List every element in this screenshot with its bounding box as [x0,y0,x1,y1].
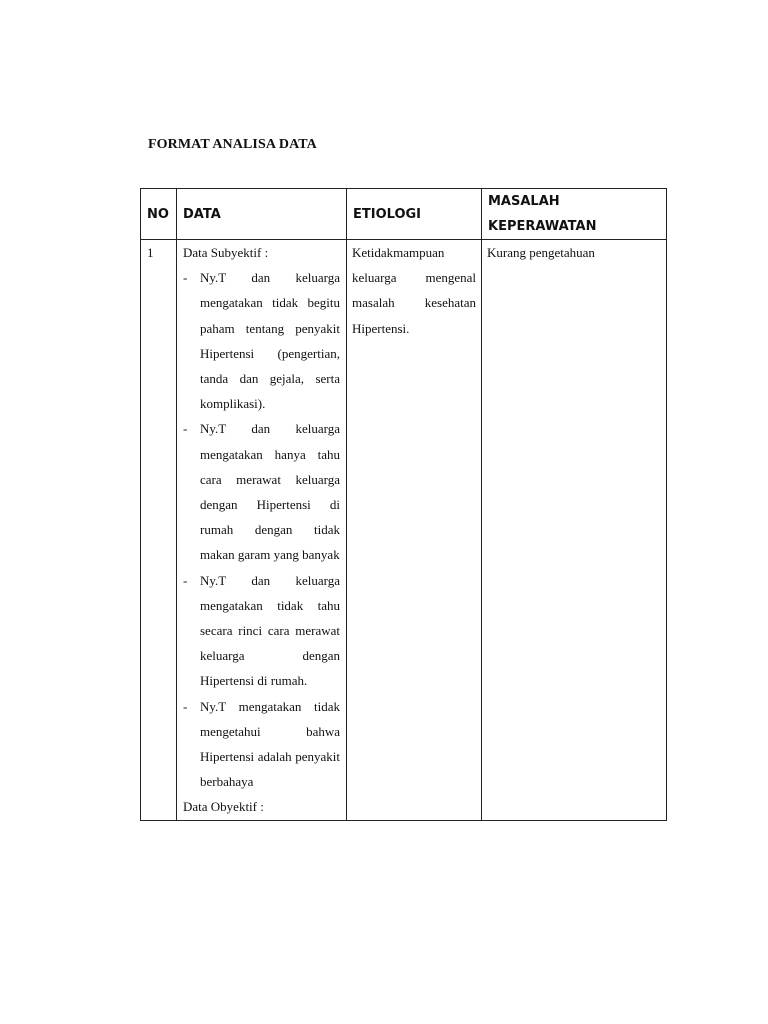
bullet-dash: - [183,572,188,588]
data-bullet-item [183,265,340,416]
analysis-table [140,188,667,821]
cell-masalah-keperawatan: Kurang pengetahuan [482,240,667,821]
bullet-dash: - [183,270,188,286]
bullet-dash: - [183,421,188,437]
table-row [141,240,667,821]
page-title: FORMAT ANALISA DATA [148,137,317,152]
bullet-dash: - [183,698,188,714]
bullet-text: Ny.T mengatakan tidak mengetahui bahwa Hipertensi adalah penyakit berbahaya [200,698,340,790]
header-etiologi: ETIOLOGI [347,189,482,240]
bullet-text: Ny.T dan keluarga mengatakan hanya tahu cara merawat keluarga dengan Hipertensi di rumah dengan tidak makan garam yang banyak [200,421,340,563]
data-objective-label: Data Obyektif : [183,799,264,815]
data-bullet-item [183,416,340,567]
header-data: DATA [177,189,347,240]
header-no: NO [141,189,177,240]
cell-etiologi: Ketidakmampuan keluarga mengenal masalah kesehatan Hipertensi. [347,240,482,821]
cell-no: 1 [141,240,177,821]
cell-data [177,240,347,821]
data-subjective-label: Data Subyektif : [183,245,269,260]
header-masalah-line1: MASALAH [488,194,560,209]
bullet-text: Ny.T dan keluarga mengatakan tidak begitu paham tentang penyakit Hipertensi (pengertian, tanda dan gejala, serta komplikasi). [200,270,340,412]
data-bullet-item [183,568,340,694]
data-bullet-item [183,694,340,795]
bullet-text: Ny.T dan keluarga mengatakan tidak tahu secara rinci cara merawat keluarga dengan Hipertensi di rumah. [200,572,340,689]
header-masalah-keperawatan [482,189,667,240]
table-header-row [141,189,667,240]
header-masalah-line2: KEPERAWATAN [488,219,597,234]
